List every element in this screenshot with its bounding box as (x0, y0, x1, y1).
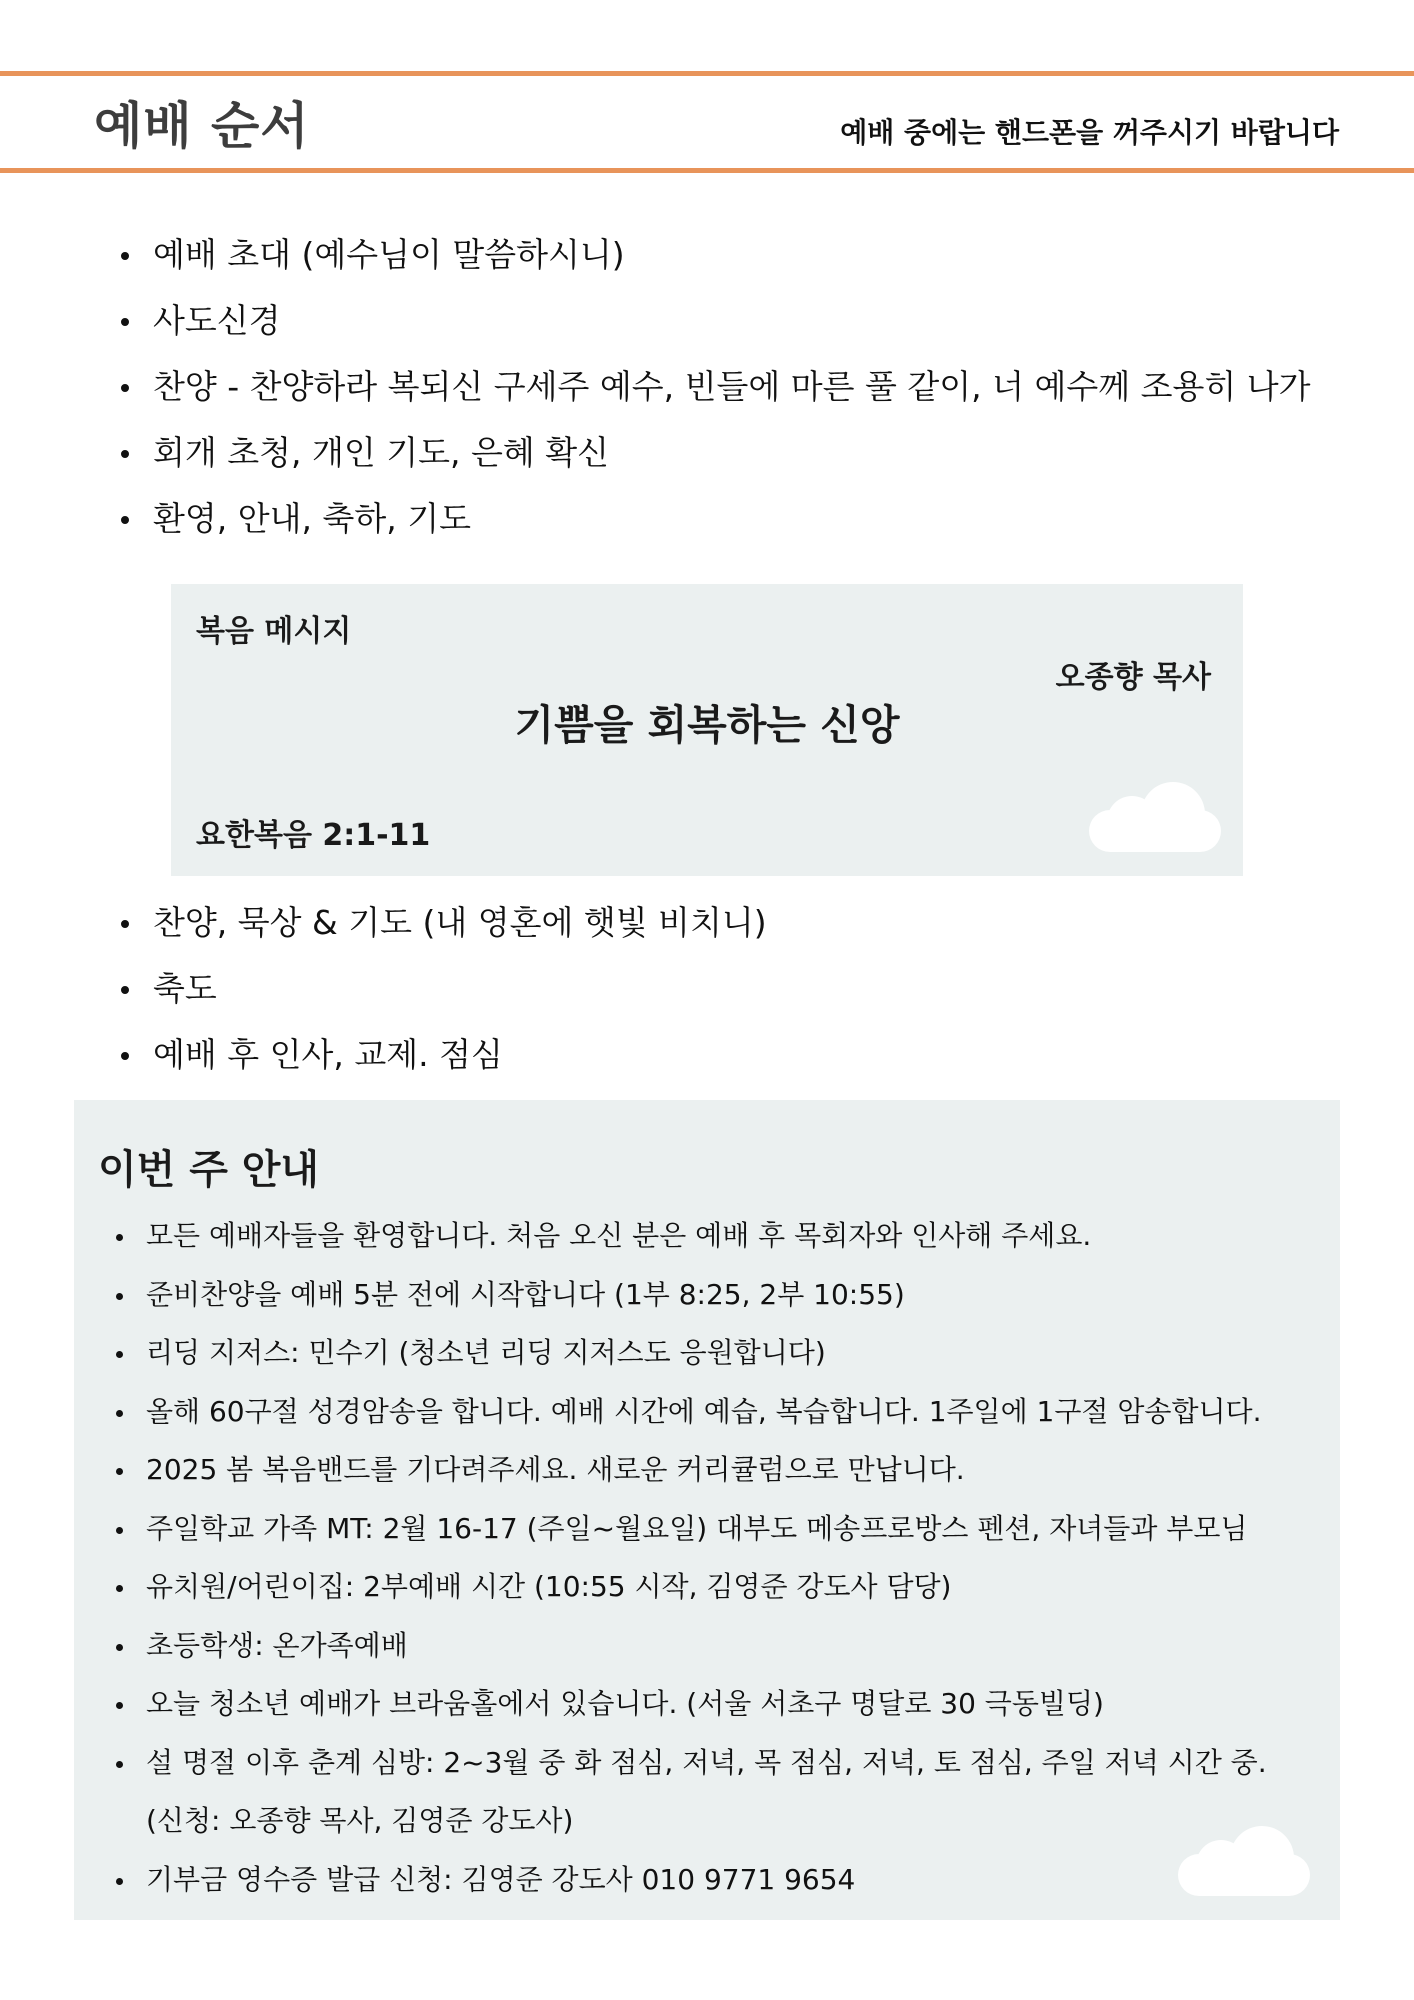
order-item: 회개 초청, 개인 기도, 은혜 확신 (0, 420, 1310, 486)
notices-box (74, 1100, 1340, 1920)
sermon-box (171, 584, 1243, 876)
notices-heading: 이번 주 안내 (98, 1147, 320, 1193)
header-bottom-rule (0, 168, 1414, 173)
notice-item: 올해 60구절 성경암송을 합니다. 예배 시간에 예습, 복습합니다. 1주일에 1구절 암송합니다. (74, 1383, 1267, 1442)
notice-item: 주일학교 가족 MT: 2월 16-17 (주일~월요일) 대부도 메송프로방스 펜션, 자녀들과 부모님 (74, 1500, 1267, 1559)
sermon-scripture: 요한복음 2:1-11 (196, 818, 431, 853)
phone-notice: 예배 중에는 핸드폰을 꺼주시기 바랍니다 (840, 116, 1339, 149)
notice-item: 리딩 지저스: 민수기 (청소년 리딩 지저스도 응원합니다) (74, 1324, 1267, 1383)
worship-order-list-2 (0, 890, 767, 1088)
notice-item-visitation (74, 1734, 1267, 1851)
notice-item: 유치원/어린이집: 2부예배 시간 (10:55 시작, 김영준 강도사 담당) (74, 1558, 1267, 1617)
sermon-speaker: 오종향 목사 (1055, 660, 1211, 695)
notice-item: 오늘 청소년 예배가 브라움홀에서 있습니다. (서울 서초구 명달로 30 극동빌딩) (74, 1675, 1267, 1734)
sermon-label: 복음 메시지 (196, 614, 352, 649)
page-title: 예배 순서 (94, 97, 310, 155)
order-item: 환영, 안내, 축하, 기도 (0, 486, 1310, 552)
order-item: 예배 초대 (예수님이 말씀하시니) (0, 222, 1310, 288)
order-item: 축도 (0, 956, 767, 1022)
order-item: 찬양, 묵상 & 기도 (내 영혼에 햇빛 비치니) (0, 890, 767, 956)
notice-item: 준비찬양을 예배 5분 전에 시작합니다 (1부 8:25, 2부 10:55) (74, 1266, 1267, 1325)
visitation-line-1: 설 명절 이후 춘계 심방: 2~3월 중 화 점심, 저녁, 목 점심, 저녁, 토 점심, 주일 저녁 시간 중. (146, 1745, 1267, 1779)
worship-order-list (0, 222, 1310, 552)
visitation-line-2: (신청: 오종향 목사, 김영준 강도사) (146, 1804, 574, 1837)
order-item: 찬양 - 찬양하라 복되신 구세주 예수, 빈들에 마른 풀 같이, 너 예수께 조용히 나가 (0, 354, 1310, 420)
notice-item: 초등학생: 온가족예배 (74, 1617, 1267, 1676)
notice-item: 2025 봄 복음밴드를 기다려주세요. 새로운 커리큘럼으로 만납니다. (74, 1441, 1267, 1500)
header-top-rule (0, 71, 1414, 76)
cloud-icon (1178, 1826, 1310, 1896)
notice-item: 기부금 영수증 발급 신청: 김영준 강도사 010 9771 9654 (74, 1851, 1267, 1910)
notices-list (74, 1207, 1267, 1909)
sermon-title: 기쁨을 회복하는 신앙 (514, 701, 900, 749)
notice-item: 모든 예배자들을 환영합니다. 처음 오신 분은 예배 후 목회자와 인사해 주세요. (74, 1207, 1267, 1266)
order-item: 사도신경 (0, 288, 1310, 354)
cloud-icon (1089, 782, 1221, 852)
order-item: 예배 후 인사, 교제. 점심 (0, 1022, 767, 1088)
